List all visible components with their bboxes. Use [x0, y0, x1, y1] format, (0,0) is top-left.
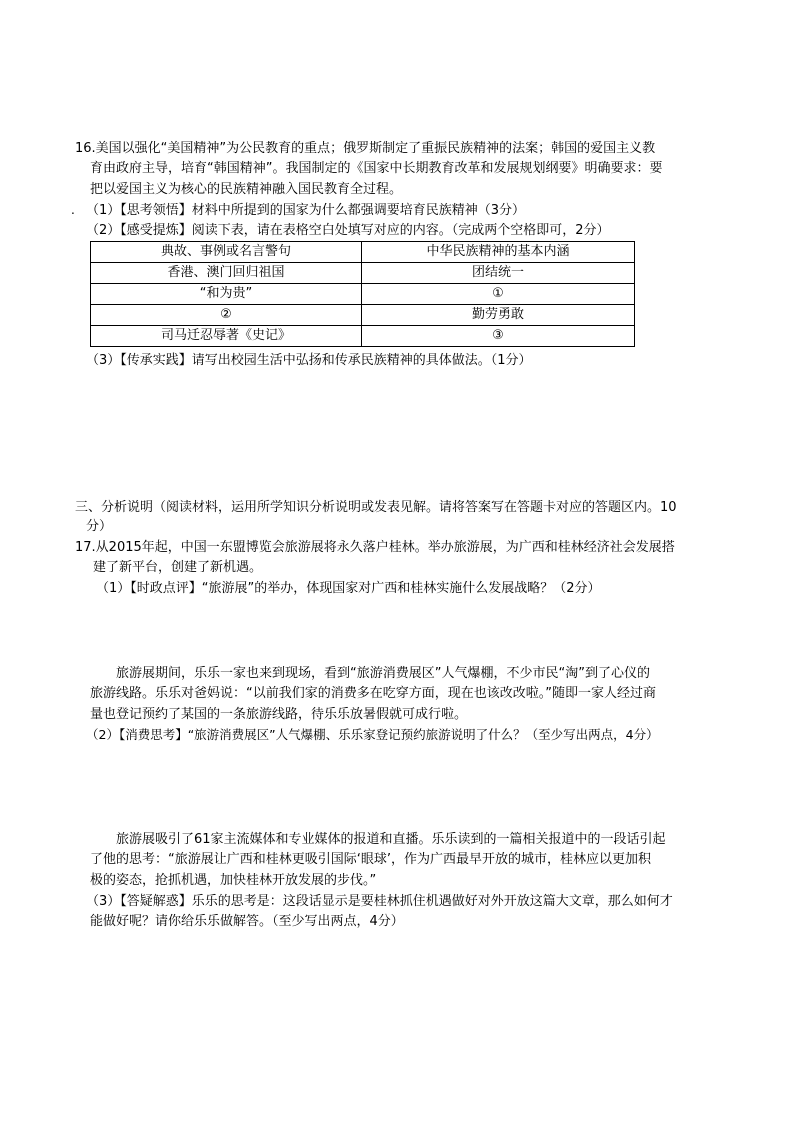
table-cell: 团结统一 [362, 263, 635, 284]
q17-stem-line-2: 建了新平台，创建了新机遇。 [93, 560, 263, 575]
q17-sub-question-1: （1）【时政点评】“旅游展”的举办，体现国家对广西和桂林实施什么发展战略？（2分） [96, 581, 601, 596]
table-cell-blank-1: ① [362, 284, 635, 305]
q17-material-2-line-3: 量也登记预约了某国的一条旅游线路，待乐乐放暑假就可成行啦。 [90, 707, 468, 722]
q17-sub-question-3-line-1: （3）【答疑解惑】乐乐的思考是：这段话显示是要桂林抓住机遇做好对外开放这篇大文章，那么如何才 [86, 894, 673, 909]
table-header-row [91, 242, 635, 263]
q16-stem-line-2: 育由政府主导，培育“韩国精神”。我国制定的《国家中长期教育改革和发展规划纲要》明确要求：要 [90, 161, 663, 176]
q17-sub-question-3-line-2: 能做好呢？请你给乐乐做解答。（至少写出两点，4分） [90, 914, 404, 929]
q17-sub-question-2: （2）【消费思考】“旅游消费展区”人气爆棚、乐乐家登记预约旅游说明了什么？（至少写出两点，4分） [86, 727, 659, 742]
table-row [91, 263, 635, 284]
table-header-cell: 典故、事例或名言警句 [91, 242, 362, 263]
q17-material-3-line-3: 极的姿态，抢抓机遇，加快桂林开放发展的步伐。” [90, 873, 377, 888]
section-3-title-line-2: 分） [86, 519, 113, 534]
table-cell: “和为贵” [91, 284, 362, 305]
table-cell-blank-3: ③ [362, 326, 635, 347]
table-row [91, 284, 635, 305]
national-spirit-table [90, 241, 635, 347]
q16-sub-question-1: （1）【思考领悟】材料中所提到的国家为什么都强调要培育民族精神（3分） [86, 203, 526, 218]
q16-stem-line-1: 16.美国以强化“美国精神”为公民教育的重点；俄罗斯制定了重振民族精神的法案；韩国的爱国主义教 [75, 141, 656, 156]
margin-dot: . [71, 203, 75, 217]
q17-stem-line-1: 17.从2015年起，中国一东盟博览会旅游展将永久落户桂林。举办旅游展，为广西和桂林经济社会发展搭 [75, 540, 675, 555]
q17-material-3-line-2: 了他的思考：“旅游展让广西和桂林更吸引国际‘眼球’，作为广西最早开放的城市，桂林应以更加积 [90, 852, 652, 867]
table-row [91, 326, 635, 347]
q17-material-3-line-1: 旅游展吸引了61家主流媒体和专业媒体的报道和直播。乐乐读到的一篇相关报道中的一段话引起 [116, 832, 666, 847]
q16-stem-line-3: 把以爱国主义为核心的民族精神融入国民教育全过程。 [90, 182, 403, 197]
section-3-title-line-1: 三、分析说明（阅读材料，运用所学知识分析说明或发表见解。请将答案写在答题卡对应的答题区内。10 [75, 500, 677, 515]
table-cell: 司马迁忍辱著《史记》 [91, 326, 362, 347]
table-cell-blank-2: ② [91, 305, 362, 326]
q16-sub-question-3: （3）【传承实践】请写出校园生活中弘扬和传承民族精神的具体做法。（1分） [86, 353, 532, 368]
q17-material-2-line-1: 旅游展期间，乐乐一家也来到现场，看到“旅游消费展区”人气爆棚，不少市民“淘”到了心仪的 [116, 666, 650, 681]
table-header-cell: 中华民族精神的基本内涵 [362, 242, 635, 263]
q17-material-2-line-2: 旅游线路。乐乐对爸妈说：“以前我们家的消费多在吃穿方面，现在也该改改啦。”随即一家人经过商 [90, 686, 656, 701]
table-cell: 勤劳勇敢 [362, 305, 635, 326]
q16-sub-question-2: （2）【感受提炼】阅读下表，请在表格空白处填写对应的内容。（完成两个空格即可，2分） [86, 223, 610, 238]
table-row [91, 305, 635, 326]
table-cell: 香港、澳门回归祖国 [91, 263, 362, 284]
